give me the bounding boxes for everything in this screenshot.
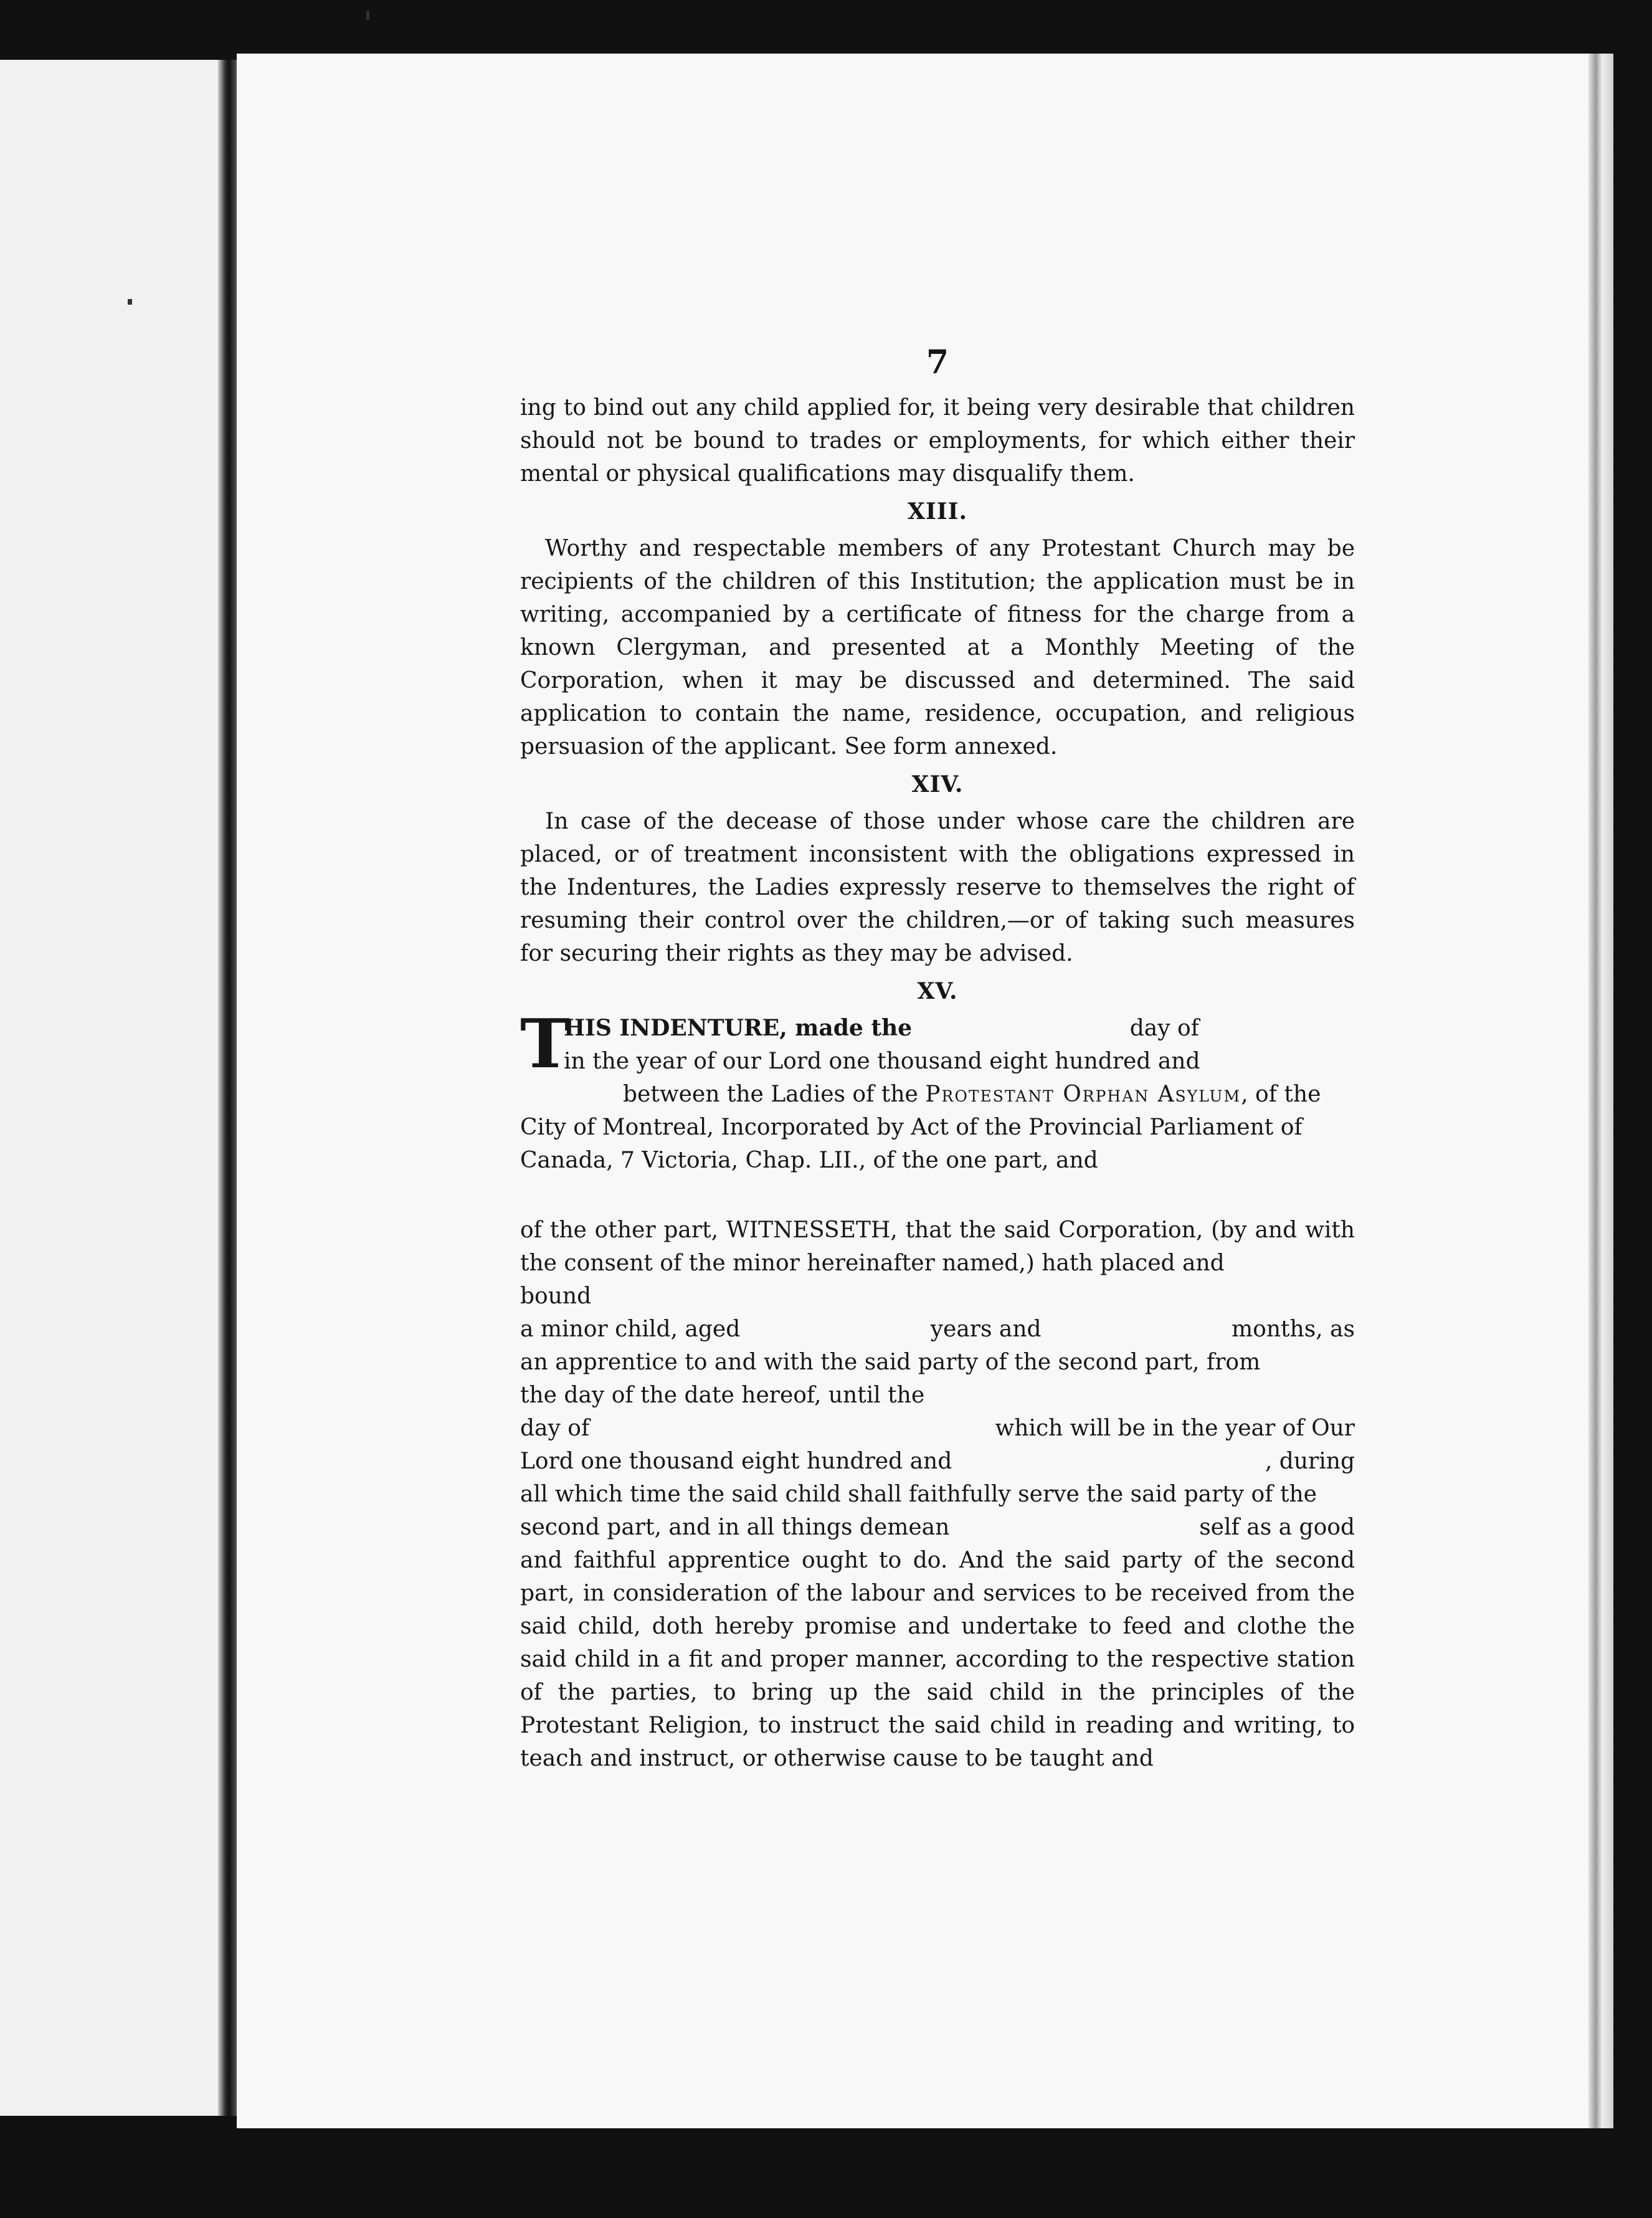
lord-label: Lord one thousand eight hundred and bbox=[520, 1449, 952, 1474]
day-of-label: day of bbox=[520, 1416, 590, 1441]
section-heading-xv: XV. bbox=[917, 978, 958, 1004]
indenture-line-1 bbox=[564, 1012, 1355, 1045]
until-line: the day of the date hereof, until the bbox=[520, 1383, 925, 1408]
page-number: 7 bbox=[926, 343, 949, 381]
book-spine-shadow bbox=[218, 60, 237, 2116]
indenture-line-3 bbox=[520, 1078, 1355, 1111]
day-of-line bbox=[520, 1412, 1355, 1445]
demean-line bbox=[520, 1511, 1355, 1544]
section-heading-xiii: XIII. bbox=[908, 498, 967, 525]
section-text-xiv: In case of the decease of those under whose care the children are placed, or of treatment inconsistent with the obligations expressed in the Indentures, the Ladies expressly reserve to themselves the right of resuming their control over the children,—or of taking such measures for securing their rights as they may be advised. bbox=[520, 809, 1355, 966]
indenture-line-5: Canada, 7 Victoria, Chap. LII., of the one part, and bbox=[520, 1148, 1098, 1173]
section-text-xiii: Worthy and respectable members of any Protestant Church may be recipients of the children of this Institution; the application must be in writing, accompanied by a certificate of fitness for the charge from a known Clergyman, and presented at a Monthly Meeting of the Corporation, when it may be discussed and determined. The said application to contain the name, residence, occupation, and religious persuasion of the applicant. See form annexed. bbox=[520, 536, 1355, 759]
left-facing-page bbox=[0, 60, 224, 2116]
indenture-between: between the Ladies of the bbox=[623, 1082, 918, 1107]
months-label: months, as bbox=[1232, 1316, 1355, 1342]
blank-line bbox=[520, 1177, 1355, 1210]
speck-mark bbox=[366, 11, 369, 20]
during-label: , during bbox=[1265, 1449, 1355, 1474]
aged-line bbox=[520, 1313, 1355, 1346]
page-content bbox=[520, 343, 1355, 1775]
intro-paragraph: ing to bind out any child applied for, it being very desirable that children should not be bound to trades or employments, for which either their mental or physical qualifications may disqualify them. bbox=[520, 395, 1355, 487]
indenture-line-4: City of Montreal, Incorporated by Act of the Provincial Parliament of bbox=[520, 1115, 1303, 1140]
drop-cap: T bbox=[520, 1005, 571, 1083]
indenture-line-2: in the year of our Lord one thousand eight hundred and bbox=[564, 1049, 1200, 1074]
lord-line bbox=[520, 1445, 1355, 1478]
indenture-title: HIS INDENTURE, made the bbox=[564, 1015, 913, 1041]
final-paragraph: and faithful apprentice ought to do. And the said party of the second part, in consideration of the labour and services to be received from the said child, doth hereby promise and undertake to feed and clothe the said child in a fit and proper manner, according to the respective station of the parties, to bring up the said child in the principles of the Protestant Religion, to instruct the said child in reading and writing, to teach and instruct, or otherwise cause to be taught and bbox=[520, 1548, 1355, 1771]
bound-line: bound bbox=[520, 1283, 592, 1309]
indenture-opening bbox=[520, 1005, 1355, 1083]
witnesseth-paragraph: of the other part, WITNESSETH, that the said Corporation, (by and with the consent of the minor hereinafter named,) hath placed and bbox=[520, 1217, 1355, 1276]
years-label: years and bbox=[930, 1316, 1042, 1342]
section-heading-xiv: XIV. bbox=[911, 771, 964, 797]
speck-mark bbox=[128, 299, 132, 305]
page-edge bbox=[1588, 54, 1613, 2128]
serve-line: all which time the said child shall faithfully serve the said party of the bbox=[520, 1482, 1317, 1507]
indenture-day-of: day of bbox=[1129, 1016, 1199, 1041]
indenture-of-the: , of the bbox=[1241, 1082, 1321, 1107]
demean-label: second part, and in all things demean bbox=[520, 1515, 950, 1540]
organization-name: Protestant Orphan Asylum bbox=[925, 1082, 1241, 1107]
apprentice-line: an apprentice to and with the said party of the second part, from bbox=[520, 1349, 1261, 1375]
year-of-our-label: which will be in the year of Our bbox=[995, 1416, 1355, 1441]
aged-label: a minor child, aged bbox=[520, 1316, 741, 1342]
good-label: self as a good bbox=[1199, 1515, 1355, 1540]
